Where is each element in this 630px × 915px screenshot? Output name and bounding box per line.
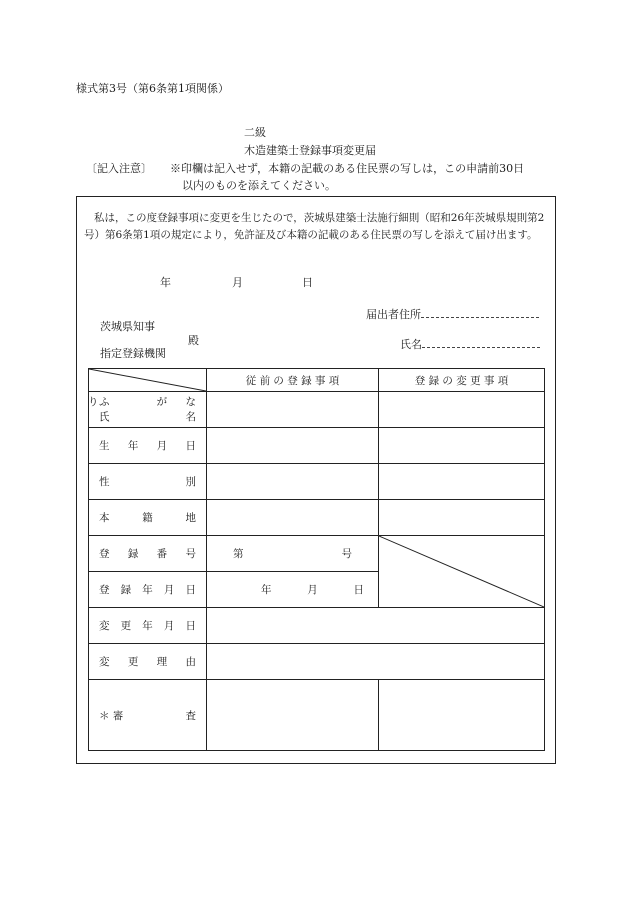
addressee-governor: 茨城県知事 xyxy=(100,320,155,333)
previous-name-cell[interactable] xyxy=(207,392,379,428)
previous-birthdate-cell[interactable] xyxy=(207,428,379,464)
col-changed-header: 登 録 の 変 更 事 項 xyxy=(379,369,545,392)
registration-table xyxy=(88,368,545,751)
reg-date-cell[interactable]: 年 月 日 xyxy=(207,572,379,608)
row-label-reg-date: 登 録 年 月 日 xyxy=(89,572,207,608)
row-label-name xyxy=(89,392,207,428)
form-title: 木造建築士登録事項変更届 xyxy=(244,144,376,157)
addressee-agency: 指定登録機関 xyxy=(100,347,166,360)
note-label: 〔記入注意〕 xyxy=(86,162,152,175)
row-label-change-date: 変 更 年 月 日 xyxy=(89,608,207,644)
statement-text: 私は，この度登録事項に変更を生じたので，茨城県建築士法施行細則（昭和26年茨城県規則第2号）第6条第1項の規定により，免許証及び本籍の記載のある住民票の写しを添えて届け出ます。 xyxy=(84,212,545,241)
row-label-review: ＊ 審 査 xyxy=(89,680,207,751)
previous-domicile-cell[interactable] xyxy=(207,500,379,536)
addressee-honorific: 殿 xyxy=(188,334,199,347)
note-line-2: 以内のものを添えてください。 xyxy=(182,179,336,192)
applicant-address[interactable] xyxy=(366,306,539,322)
change-reason-cell[interactable] xyxy=(207,644,545,680)
review-previous-cell xyxy=(207,680,379,751)
date-year[interactable]: 年 xyxy=(160,276,171,289)
applicant-name[interactable] xyxy=(400,336,540,352)
review-changed-cell xyxy=(379,680,545,751)
change-date-cell[interactable] xyxy=(207,608,545,644)
name-label: 氏 名 xyxy=(99,410,196,423)
row-label-birthdate: 生 年 月 日 xyxy=(89,428,207,464)
changed-birthdate-cell[interactable] xyxy=(379,428,545,464)
date-month[interactable]: 月 xyxy=(232,276,243,289)
reg-number-cell[interactable]: 第 号 xyxy=(207,536,379,572)
changed-registration-diagonal-cell xyxy=(379,536,545,608)
applicant-name-label: 氏名 xyxy=(400,338,422,351)
changed-name-cell[interactable] xyxy=(379,392,545,428)
row-label-domicile: 本 籍 地 xyxy=(89,500,207,536)
furigana-label: ふ り が な xyxy=(87,395,196,408)
applicant-address-line[interactable] xyxy=(421,306,539,318)
date-day[interactable]: 日 xyxy=(302,276,313,289)
col-previous-header: 従 前 の 登 録 事 項 xyxy=(207,369,379,392)
form-grade: 二級 xyxy=(244,126,266,139)
row-label-change-reason: 変 更 理 由 xyxy=(89,644,207,680)
note-line-1: ※印欄は記入せず，本籍の記載のある住民票の写しは，この申請前30日 xyxy=(170,162,525,175)
header-diagonal-cell xyxy=(89,369,207,392)
applicant-name-line[interactable] xyxy=(422,336,540,348)
changed-sex-cell[interactable] xyxy=(379,464,545,500)
row-label-reg-number: 登 録 番 号 xyxy=(89,536,207,572)
row-label-sex: 性 別 xyxy=(89,464,207,500)
form-reference: 様式第3号（第6条第1項関係） xyxy=(76,82,229,95)
previous-sex-cell[interactable] xyxy=(207,464,379,500)
applicant-address-label: 届出者住所 xyxy=(366,308,421,321)
changed-domicile-cell[interactable] xyxy=(379,500,545,536)
